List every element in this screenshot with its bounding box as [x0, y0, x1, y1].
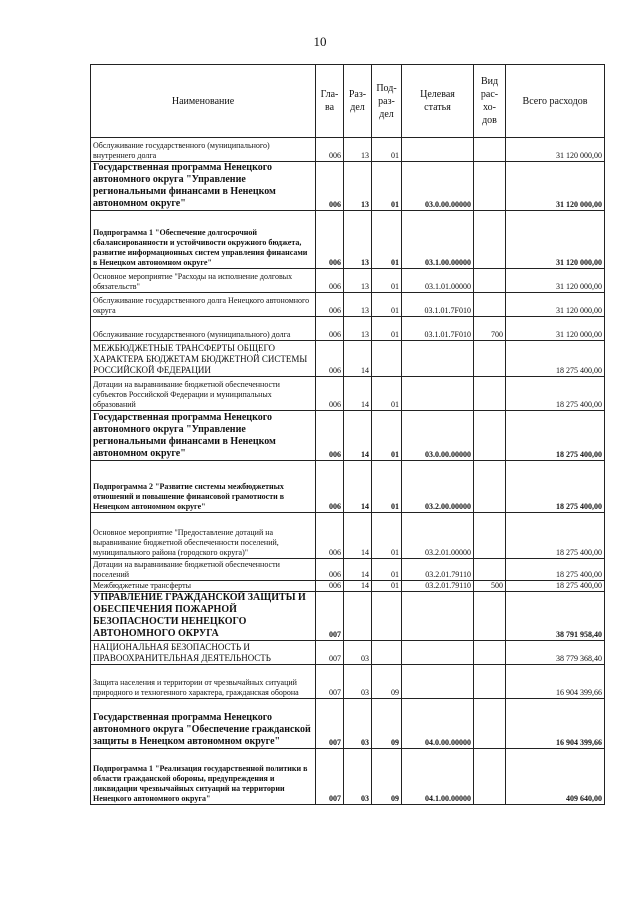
row-razdel: 13 — [344, 293, 372, 317]
row-target: 03.2.01.00000 — [402, 513, 474, 559]
row-glava: 006 — [316, 377, 344, 411]
row-name: УПРАВЛЕНИЕ ГРАЖДАНСКОЙ ЗАЩИТЫ И ОБЕСПЕЧЕНИЯ ПОЖАРНОЙ БЕЗОПАСНОСТИ НЕНЕЦКОГО АВТОНОМНОГО ОКРУГА — [91, 592, 316, 641]
row-vid — [474, 699, 506, 749]
row-razdel: 03 — [344, 665, 372, 699]
row-name: НАЦИОНАЛЬНАЯ БЕЗОПАСНОСТЬ И ПРАВООХРАНИТЕЛЬНАЯ ДЕЯТЕЛЬНОСТЬ — [91, 641, 316, 665]
row-total: 31 120 000,00 — [506, 211, 605, 269]
header-razdel: Раз- дел — [344, 65, 372, 138]
row-total: 38 779 368,40 — [506, 641, 605, 665]
row-vid — [474, 411, 506, 461]
row-glava: 006 — [316, 411, 344, 461]
row-podrazdel: 01 — [372, 269, 402, 293]
row-podrazdel: 01 — [372, 293, 402, 317]
row-name: Дотации на выравнивание бюджетной обеспеченности поселений — [91, 559, 316, 581]
row-razdel: 14 — [344, 411, 372, 461]
row-vid — [474, 665, 506, 699]
row-glava: 006 — [316, 581, 344, 592]
row-total: 38 791 958,40 — [506, 592, 605, 641]
row-glava: 007 — [316, 749, 344, 805]
row-total: 18 275 400,00 — [506, 559, 605, 581]
row-razdel: 13 — [344, 211, 372, 269]
row-vid — [474, 211, 506, 269]
row-vid — [474, 341, 506, 377]
row-glava: 006 — [316, 317, 344, 341]
row-podrazdel: 01 — [372, 461, 402, 513]
row-total: 18 275 400,00 — [506, 513, 605, 559]
header-glava: Гла- ва — [316, 65, 344, 138]
row-name: Межбюджетные трансферты — [91, 581, 316, 592]
row-total: 31 120 000,00 — [506, 162, 605, 211]
row-total: 409 640,00 — [506, 749, 605, 805]
table-row — [91, 665, 605, 699]
row-target: 03.0.00.00000 — [402, 411, 474, 461]
row-vid — [474, 269, 506, 293]
table-row — [91, 138, 605, 162]
row-vid — [474, 513, 506, 559]
row-glava: 006 — [316, 293, 344, 317]
row-target — [402, 377, 474, 411]
row-total: 18 275 400,00 — [506, 411, 605, 461]
header-name: Наименование — [91, 65, 316, 138]
header-total: Всего расходов — [506, 65, 605, 138]
row-vid — [474, 559, 506, 581]
row-name: Государственная программа Ненецкого автономного округа "Управление региональными финансами в Ненецком автономном округе" — [91, 162, 316, 211]
row-target: 03.2.01.79110 — [402, 581, 474, 592]
row-total: 18 275 400,00 — [506, 461, 605, 513]
table-row — [91, 411, 605, 461]
row-razdel: 03 — [344, 749, 372, 805]
row-name: Подпрограмма 1 "Обеспечение долгосрочной сбалансированности и устойчивости окружного бюджета, развитие информационных систем управления финансами в Ненецком автономном округе" — [91, 211, 316, 269]
row-glava: 006 — [316, 162, 344, 211]
row-name: Подпрограмма 1 "Реализация государственной политики в области гражданской обороны, предупреждения и ликвидации чрезвычайных ситуаций на территории Ненецкого автономного округа" — [91, 749, 316, 805]
row-podrazdel: 01 — [372, 411, 402, 461]
row-target — [402, 341, 474, 377]
header-target: Целевая статья — [402, 65, 474, 138]
row-vid: 700 — [474, 317, 506, 341]
row-razdel: 13 — [344, 138, 372, 162]
row-vid — [474, 461, 506, 513]
row-vid — [474, 138, 506, 162]
row-name: Основное мероприятие "Расходы на исполнение долговых обязательств" — [91, 269, 316, 293]
table-header-row — [91, 65, 605, 138]
row-podrazdel: 09 — [372, 699, 402, 749]
row-vid — [474, 641, 506, 665]
row-target: 04.0.00.00000 — [402, 699, 474, 749]
header-vid: Вид рас- хо- дов — [474, 65, 506, 138]
row-razdel: 03 — [344, 641, 372, 665]
table-row — [91, 317, 605, 341]
table-row — [91, 592, 605, 641]
budget-table — [90, 64, 605, 805]
row-podrazdel: 01 — [372, 581, 402, 592]
row-total: 16 904 399,66 — [506, 665, 605, 699]
row-razdel: 03 — [344, 699, 372, 749]
table-row — [91, 293, 605, 317]
row-podrazdel: 01 — [372, 317, 402, 341]
row-podrazdel: 01 — [372, 162, 402, 211]
row-podrazdel: 01 — [372, 211, 402, 269]
row-podrazdel: 01 — [372, 138, 402, 162]
table-row — [91, 513, 605, 559]
row-razdel: 14 — [344, 581, 372, 592]
row-name: Обслуживание государственного (муниципального) долга — [91, 317, 316, 341]
row-glava: 007 — [316, 641, 344, 665]
row-glava: 006 — [316, 211, 344, 269]
row-total: 18 275 400,00 — [506, 581, 605, 592]
header-podrazdel: Под- раз- дел — [372, 65, 402, 138]
row-vid — [474, 377, 506, 411]
table-row — [91, 559, 605, 581]
row-total: 18 275 400,00 — [506, 377, 605, 411]
table-row — [91, 699, 605, 749]
row-glava: 007 — [316, 592, 344, 641]
row-target: 03.0.00.00000 — [402, 162, 474, 211]
row-razdel: 13 — [344, 269, 372, 293]
row-glava: 006 — [316, 269, 344, 293]
row-podrazdel: 01 — [372, 559, 402, 581]
row-target: 03.1.01.7F010 — [402, 317, 474, 341]
row-razdel: 14 — [344, 559, 372, 581]
row-total: 31 120 000,00 — [506, 138, 605, 162]
row-target — [402, 641, 474, 665]
row-razdel: 14 — [344, 513, 372, 559]
row-name: МЕЖБЮДЖЕТНЫЕ ТРАНСФЕРТЫ ОБЩЕГО ХАРАКТЕРА БЮДЖЕТАМ БЮДЖЕТНОЙ СИСТЕМЫ РОССИЙСКОЙ ФЕДЕРАЦИИ — [91, 341, 316, 377]
row-razdel: 13 — [344, 162, 372, 211]
row-target: 03.1.01.7F010 — [402, 293, 474, 317]
row-podrazdel — [372, 592, 402, 641]
table-row — [91, 341, 605, 377]
row-target: 04.1.00.00000 — [402, 749, 474, 805]
row-glava: 006 — [316, 461, 344, 513]
row-target: 03.2.00.00000 — [402, 461, 474, 513]
row-podrazdel: 01 — [372, 513, 402, 559]
row-target: 03.1.00.00000 — [402, 211, 474, 269]
row-podrazdel — [372, 641, 402, 665]
row-razdel — [344, 592, 372, 641]
row-razdel: 13 — [344, 317, 372, 341]
row-total: 18 275 400,00 — [506, 341, 605, 377]
row-target: 03.1.01.00000 — [402, 269, 474, 293]
row-target: 03.2.01.79110 — [402, 559, 474, 581]
row-target — [402, 138, 474, 162]
row-name: Обслуживание государственного (муниципального) внутреннего долга — [91, 138, 316, 162]
row-total: 31 120 000,00 — [506, 293, 605, 317]
row-podrazdel: 09 — [372, 749, 402, 805]
row-glava: 006 — [316, 513, 344, 559]
table-row — [91, 749, 605, 805]
row-name: Основное мероприятие "Предоставление дотаций на выравнивание бюджетной обеспеченности поселений, муниципального района (городского округа)" — [91, 513, 316, 559]
row-name: Государственная программа Ненецкого автономного округа "Обеспечение гражданской защиты в Ненецком автономном округе" — [91, 699, 316, 749]
table-row — [91, 641, 605, 665]
row-vid — [474, 162, 506, 211]
table-row — [91, 211, 605, 269]
table-row — [91, 162, 605, 211]
row-name: Государственная программа Ненецкого автономного округа "Управление региональными финансами в Ненецком автономном округе" — [91, 411, 316, 461]
table-row — [91, 461, 605, 513]
row-glava: 006 — [316, 559, 344, 581]
row-total: 31 120 000,00 — [506, 317, 605, 341]
table-row — [91, 581, 605, 592]
row-total: 16 904 399,66 — [506, 699, 605, 749]
row-razdel: 14 — [344, 461, 372, 513]
row-podrazdel: 09 — [372, 665, 402, 699]
row-razdel: 14 — [344, 377, 372, 411]
row-glava: 007 — [316, 699, 344, 749]
row-name: Обслуживание государственного долга Ненецкого автономного округа — [91, 293, 316, 317]
row-vid — [474, 293, 506, 317]
row-glava: 006 — [316, 341, 344, 377]
row-name: Защита населения и территории от чрезвычайных ситуаций природного и техногенного характера, гражданская оборона — [91, 665, 316, 699]
row-vid — [474, 749, 506, 805]
row-total: 31 120 000,00 — [506, 269, 605, 293]
table-row — [91, 377, 605, 411]
row-target — [402, 592, 474, 641]
row-vid — [474, 592, 506, 641]
row-name: Подпрограмма 2 "Развитие системы межбюджетных отношений и повышение финансовой грамотности в Ненецком автономном округе" — [91, 461, 316, 513]
row-podrazdel: 01 — [372, 377, 402, 411]
table-row — [91, 269, 605, 293]
row-razdel: 14 — [344, 341, 372, 377]
row-glava: 006 — [316, 138, 344, 162]
row-podrazdel — [372, 341, 402, 377]
row-target — [402, 665, 474, 699]
page-number: 10 — [313, 34, 327, 49]
row-glava: 007 — [316, 665, 344, 699]
row-vid: 500 — [474, 581, 506, 592]
row-name: Дотации на выравнивание бюджетной обеспеченности субъектов Российской Федерации и муниципальных образований — [91, 377, 316, 411]
